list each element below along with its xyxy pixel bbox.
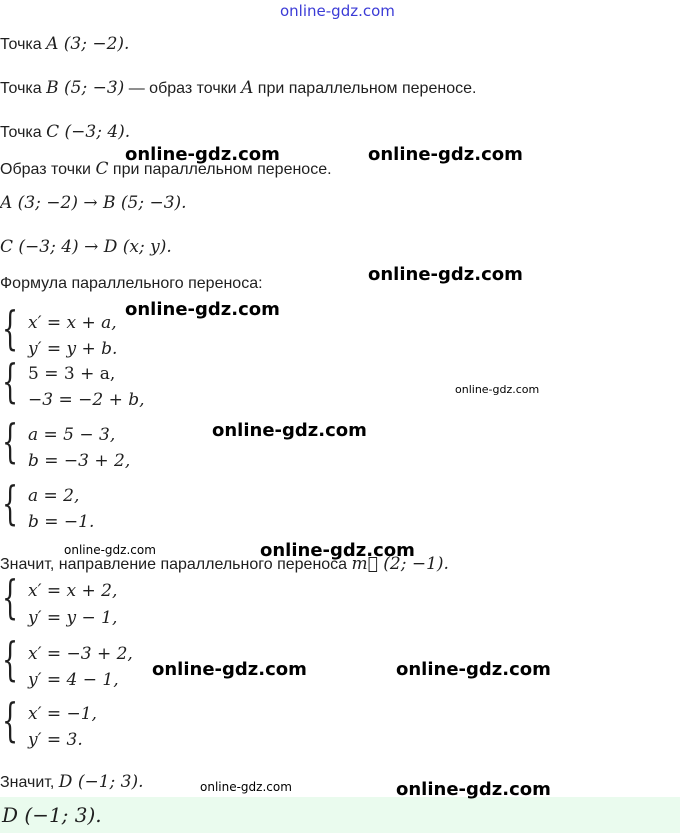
system2-eq2: −3 = −2 + b,: [28, 390, 145, 410]
label-text: Точка: [0, 80, 42, 97]
brace-icon: {: [2, 476, 19, 530]
brace-icon: {: [2, 632, 19, 686]
label-text: Значит, направление параллельного переноса: [0, 556, 348, 573]
point-c-line: [0, 122, 130, 142]
system6-eq1: x′ = −3 + 2,: [28, 644, 133, 664]
mapping-c-d: C (−3; 4) → D (x; y).: [0, 237, 172, 257]
math-point-c: C (−3; 4).: [46, 122, 131, 142]
brace-icon: {: [2, 414, 19, 468]
label-text: Значит,: [0, 774, 55, 791]
system3-eq2: b = −3 + 2,: [28, 451, 131, 471]
answer-highlight: [0, 797, 680, 833]
system4-eq2: b = −1.: [28, 512, 95, 532]
answer-text: D (−1; 3).: [2, 803, 102, 827]
label-text: — образ точки: [128, 80, 237, 97]
conclusion-line: [0, 772, 144, 792]
label-text: Точка: [0, 36, 42, 53]
math-point-c-ref: C: [95, 159, 109, 179]
watermark-small: online-gdz.com: [200, 780, 292, 794]
point-a-line: [0, 34, 129, 54]
math-vector-m: m⃗ (2; −1).: [351, 554, 449, 574]
label-text: при параллельном переносе.: [257, 80, 477, 97]
system5-eq2: y′ = y − 1,: [28, 608, 118, 628]
math-point-d: D (−1; 3).: [58, 772, 144, 792]
watermark: online-gdz.com: [125, 299, 280, 320]
mapping-a-b: A (3; −2) → B (5; −3).: [0, 193, 187, 213]
brace-icon: {: [2, 301, 19, 355]
system2-eq1: 5 = 3 + a,: [28, 364, 116, 384]
brace-icon: {: [2, 693, 19, 747]
watermark: online-gdz.com: [368, 144, 523, 165]
watermark: online-gdz.com: [125, 144, 280, 165]
watermark: online-gdz.com: [396, 659, 551, 680]
system5-eq1: x′ = x + 2,: [28, 581, 118, 601]
label-text: Образ точки: [0, 161, 91, 178]
system7-eq1: x′ = −1,: [28, 704, 97, 724]
watermark: online-gdz.com: [152, 659, 307, 680]
brace-icon: {: [2, 570, 19, 624]
point-b-line: [0, 78, 476, 98]
watermark-top: online-gdz.com: [280, 2, 395, 20]
watermark: online-gdz.com: [396, 779, 551, 800]
brace-icon: {: [2, 354, 19, 408]
system4-eq1: a = 2,: [28, 486, 80, 506]
system6-eq2: y′ = 4 − 1,: [28, 670, 119, 690]
label-text: Точка: [0, 124, 42, 141]
watermark: online-gdz.com: [368, 264, 523, 285]
label-text: при параллельном переносе.: [112, 161, 332, 178]
math-point-a-ref: A: [241, 78, 254, 98]
system1-eq2: y′ = y + b.: [28, 339, 118, 359]
system1-eq1: x′ = x + a,: [28, 313, 117, 333]
system7-eq2: y′ = 3.: [28, 730, 83, 750]
watermark-small: online-gdz.com: [455, 383, 540, 396]
system3-eq1: a = 5 − 3,: [28, 425, 116, 445]
math-point-a: A (3; −2).: [46, 34, 130, 54]
watermark-small: online-gdz.com: [64, 543, 156, 557]
watermark: online-gdz.com: [260, 540, 415, 561]
math-point-b: B (5; −3): [46, 78, 125, 98]
formula-heading: Формула параллельного переноса:: [0, 275, 263, 292]
watermark: online-gdz.com: [212, 420, 367, 441]
